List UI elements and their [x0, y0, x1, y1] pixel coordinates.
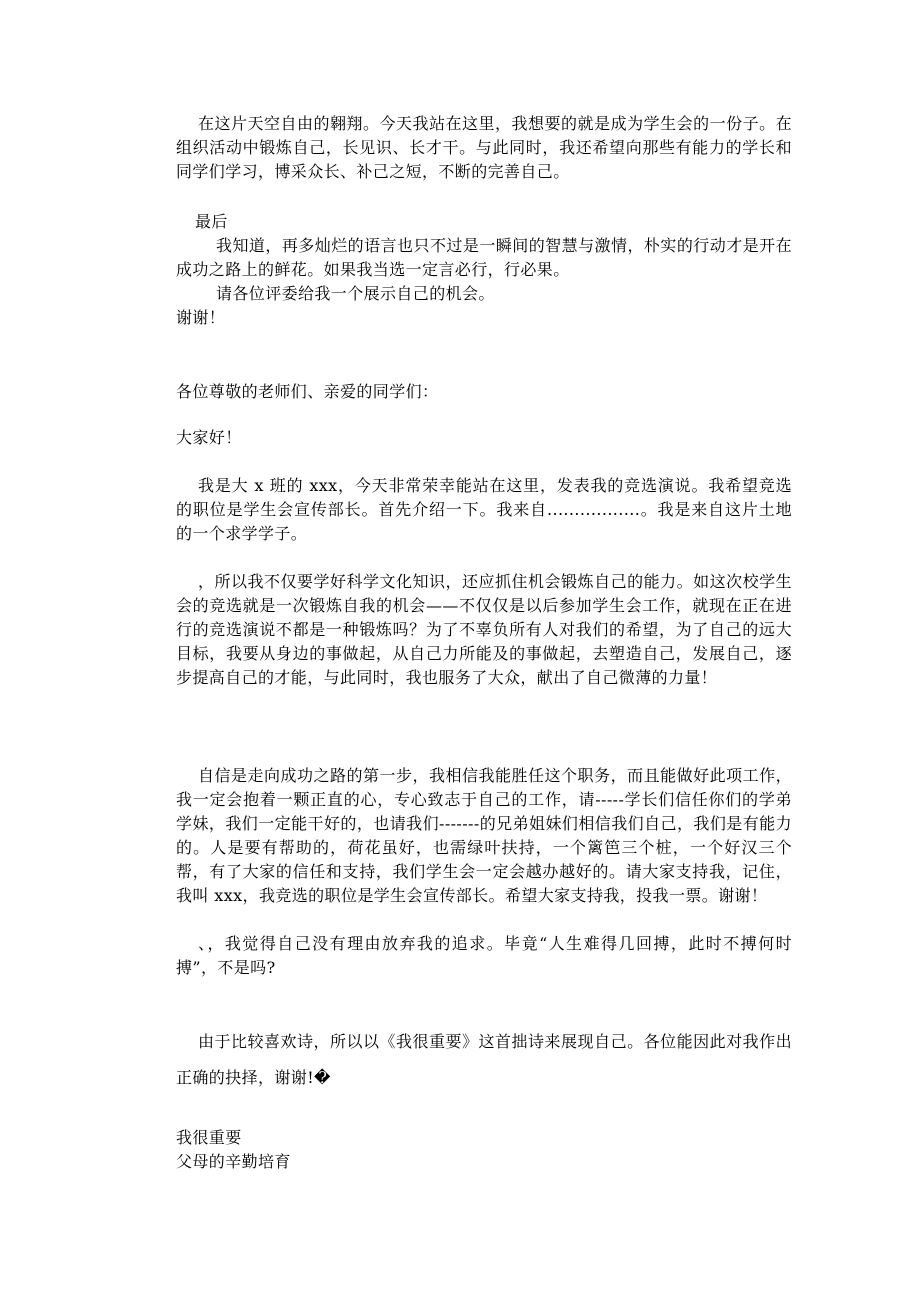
salutation: 各位尊敬的老师们、亲爱的同学们： — [176, 382, 439, 401]
paragraph-confidence: 自信是走向成功之路的第一步，我相信我能胜任这个职务，而且能做好此项工作，我一定会抱着一颗正直的心，专心致志于自己的工作，请-----学长们信任你们的学弟学妹，我们一定能干好的，也请我们-------的兄弟姐妹们相信我们自己，我们是有能力的。人是要有帮助的，荷花虽好，也需绿叶扶持，一个篱笆三个桩，一个好汉三个帮，有了大家的信任和支持，我们学生会一定会越办越好的。请大家支持我，记住，我叫 xxx，我竞选的职位是学生会宣传部长。希望大家支持我，投我一票。谢谢！ — [176, 766, 792, 905]
paragraph-pursuit: 、，我觉得自己没有理由放弃我的追求。毕竟“人生难得几回搏，此时不搏何时搏”，不是吗? — [176, 934, 792, 977]
paragraph-intro: 在这片天空自由的翱翔。今天我站在这里，我想要的就是成为学生会的一份子。在组织活动中锻炼自己，长见识、长才干。与此同时，我还希望向那些有能力的学长和同学们学习，博采众长、补己之短，不断的完善自己。 — [176, 114, 792, 181]
paragraph-closing: 我知道，再多灿烂的语言也只不过是一瞬间的智慧与激情，朴实的行动才是开在成功之路上的鲜花。如果我当选一定言必行，行必果。 — [176, 236, 792, 279]
heading-last: 最后 — [195, 212, 228, 231]
poem-title: 我很重要 — [176, 1128, 242, 1147]
paragraph-motivation: ，所以我不仅要学好科学文化知识，还应抓住机会锻炼自己的能力。如这次校学生会的竞选就是一次锻炼自我的机会——不仅仅是以后参加学生会工作，就现在正在进行的竞选演说不都是一种锻炼吗？为了不辜负所有人对我们的希望，为了自己的远大目标，我要从身边的事做起，从自己力所能及的事做起，去塑造自己，发展自己，逐步提高自己的才能，与此同时，我也服务了大众，献出了自己微薄的力量！ — [176, 572, 792, 687]
paragraph-thanks: 谢谢！ — [176, 308, 226, 327]
paragraph-self-intro: 我是大 x 班的 xxx，今天非常荣幸能站在这里，发表我的竞选演说。我希望竞选的职位是学生会宣传部长。首先介绍一下。我来自.................。我是来自这片土地的一个求学学子。 — [176, 476, 792, 543]
greeting: 大家好！ — [176, 428, 242, 447]
poem-line: 父母的辛勤培育 — [176, 1152, 291, 1171]
paragraph-poem-intro: 由于比较喜欢诗，所以以《我很重要》这首拙诗来展现自己。各位能因此对我作出正确的抉择，谢谢!� — [176, 1032, 792, 1087]
paragraph-request: 请各位评委给我一个展示自己的机会。 — [216, 284, 495, 303]
